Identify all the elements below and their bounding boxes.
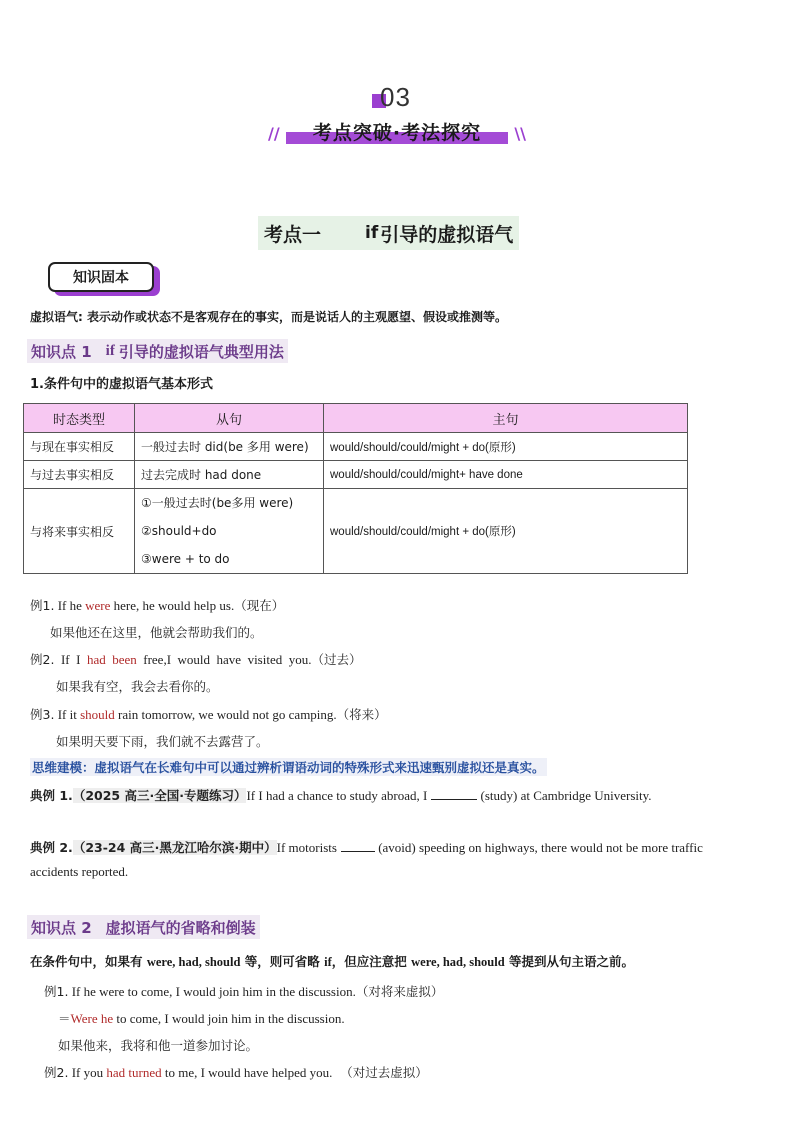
example-translation: 如果他还在这里，他就会帮助我们的。 <box>50 625 263 640</box>
thinking-model-tip: 思维建模：虚拟语气在长难句中可以通过辨析谓语动词的特殊形式来迅速甄别虚拟还是真实。 <box>32 760 545 775</box>
banner-slash-left-icon: // <box>268 124 280 143</box>
table-cell-main: would/should/could/might+ have done <box>324 461 688 489</box>
clause-option: ②should+do <box>141 524 217 538</box>
table-cell-main: would/should/could/might + do(原形) <box>324 433 688 461</box>
example-translation: 如果明天要下雨，我们就不去露营了。 <box>56 734 269 749</box>
point2-title: 虚拟语气的省略和倒装 <box>105 918 256 937</box>
topic-title: 引导的虚拟语气 <box>380 223 514 246</box>
topic-heading <box>258 216 519 250</box>
typical-example: 典例 2.（23-24 高三·黑龙江哈尔滨·期中）If motorists (avoid) speeding on highways, there would not be more traffic <box>30 840 703 855</box>
section-banner <box>268 118 526 148</box>
example-line: 例3. If it should rain tomorrow, we would not go camping.（将来） <box>30 707 387 722</box>
highlighted-verb: had turned <box>106 1065 162 1080</box>
definition-term: 虚拟语气: <box>30 310 83 324</box>
highlighted-verb: were <box>85 598 111 613</box>
point1-if-word: if <box>105 342 115 359</box>
rule-inversion: 在条件句中，如果有 were, had, should 等，则可省略 if，但应注意把 were, had, should 等提到从句主语之前。 <box>30 954 635 969</box>
point1-title: 引导的虚拟语气典型用法 <box>118 342 284 361</box>
example-source: （23-24 高三·黑龙江哈尔滨·期中） <box>72 840 277 855</box>
example-translation: 如果我有空，我会去看你的。 <box>56 679 219 694</box>
example-source: （2025 高三·全国·专题练习） <box>72 788 247 803</box>
knowledge-badge-label: 知识固本 <box>48 262 154 292</box>
example-line: 例1. If he were to come, I would join him in the discussion.（对将来虚拟） <box>44 984 444 999</box>
point1-heading <box>27 339 288 363</box>
highlighted-verb: Were he <box>70 1011 114 1026</box>
sub-heading-1: 1.条件句中的虚拟语气基本形式 <box>30 377 213 392</box>
section-number: 03 <box>380 82 411 112</box>
section-title: 考点突破·考法探究 <box>312 122 482 144</box>
point2-heading <box>27 915 260 939</box>
topic-if-word: if <box>365 223 379 243</box>
example-line: 例1. If he were here, he would help us.（现在） <box>30 598 285 613</box>
table-header: 时态类型 <box>24 404 135 433</box>
table-cell-clause <box>135 489 324 574</box>
highlighted-verb: should <box>80 707 115 722</box>
table-cell-clause: 过去完成时 had done <box>135 461 324 489</box>
highlighted-verb: had been <box>86 652 137 667</box>
table-row <box>24 433 688 461</box>
example-line: 例2. If you had turned to me, I would have helped you. （对过去虚拟） <box>44 1065 428 1080</box>
typical-example-continued: accidents reported. <box>30 864 129 879</box>
topic-prefix: 考点一 <box>264 223 322 246</box>
table-header: 从句 <box>135 404 324 433</box>
example-equivalent: ＝Were he to come, I would join him in the discussion. <box>58 1011 345 1026</box>
clause-option: ①一般过去时(be多用 were) <box>141 496 294 510</box>
answer-blank[interactable] <box>341 839 375 852</box>
table-cell-type: 与现在事实相反 <box>24 433 135 461</box>
point2-label: 知识点 2 <box>31 918 92 937</box>
definition-text: 表示动作或状态不是客观存在的事实，而是说话人的主观愿望、假设或推测等。 <box>87 310 508 324</box>
table-header-row <box>24 404 688 433</box>
example-line: 例2. If I had been free,I would have visited you.（过去） <box>30 652 362 667</box>
answer-blank[interactable] <box>431 787 477 800</box>
table-header: 主句 <box>324 404 688 433</box>
table-cell-type: 与将来事实相反 <box>24 489 135 574</box>
banner-slash-right-icon: \\ <box>514 124 526 143</box>
table-row <box>24 461 688 489</box>
table-row <box>24 489 688 574</box>
table-cell-main: would/should/could/might + do(原形) <box>324 489 688 574</box>
definition-line <box>30 308 507 326</box>
knowledge-badge <box>48 262 160 294</box>
table-cell-type: 与过去事实相反 <box>24 461 135 489</box>
grammar-table <box>23 403 688 574</box>
typical-example: 典例 1.（2025 高三·全国·专题练习）If I had a chance to study abroad, I (study) at Cambridge University. <box>30 788 652 803</box>
table-cell-clause: 一般过去时 did(be 多用 were) <box>135 433 324 461</box>
clause-option: ③were + to do <box>141 552 230 566</box>
point1-label: 知识点 1 <box>31 342 92 361</box>
example-translation: 如果他来，我将和他一道参加讨论。 <box>58 1038 259 1053</box>
